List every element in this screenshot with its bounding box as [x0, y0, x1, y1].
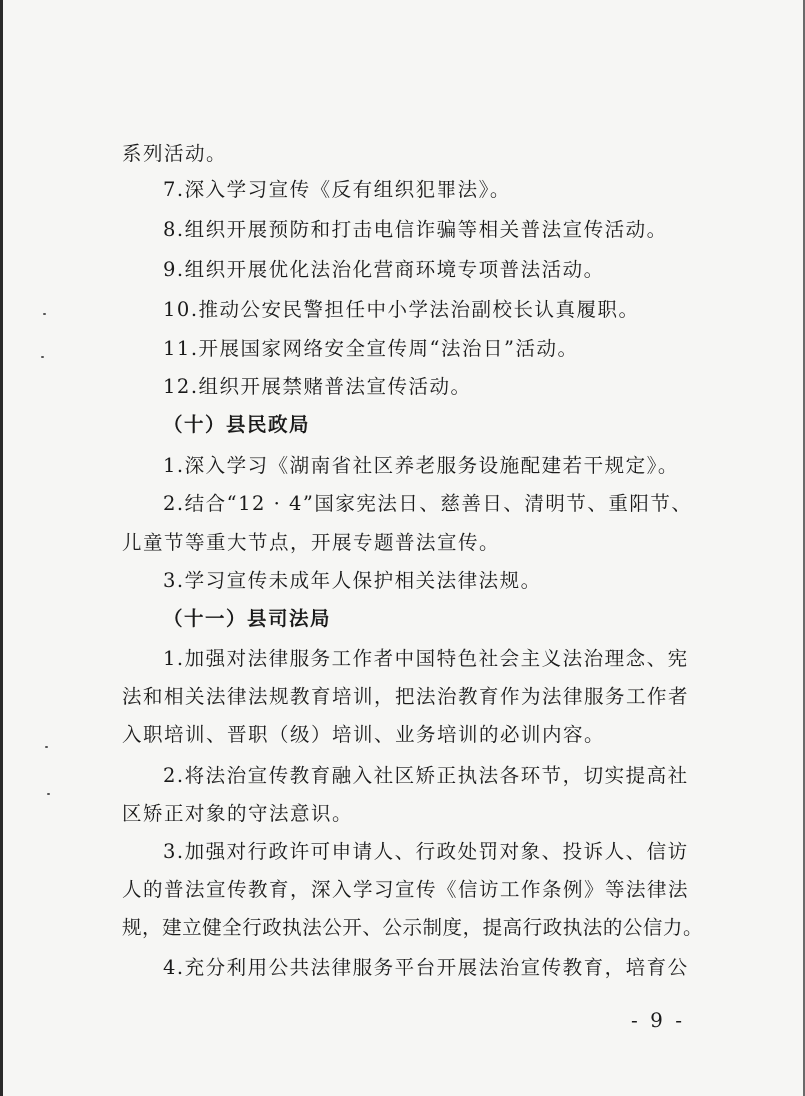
section-heading: （十一）县司法局 — [163, 607, 332, 630]
body-line: 8.组织开展预防和打击电信诈骗等相关普法宣传活动。 — [163, 218, 668, 241]
scan-speck — [45, 746, 48, 748]
scan-speck — [41, 356, 44, 358]
body-line: 11.开展国家网络安全宣传周“法治日”活动。 — [163, 337, 579, 360]
body-line: 7.深入学习宣传《反有组织犯罪法》。 — [163, 178, 511, 201]
section-heading: （十）县民政局 — [163, 413, 311, 436]
body-line: 2.结合“12 · 4”国家宪法日、慈善日、清明节、重阳节、 — [163, 492, 693, 515]
body-line: 规，建立健全行政执法公开、公示制度，提高行政执法的公信力。 — [122, 916, 704, 939]
body-line: 人的普法宣传教育，深入学习宣传《信访工作条例》等法律法 — [122, 878, 690, 901]
body-line: 儿童节等重大节点，开展专题普法宣传。 — [122, 531, 501, 554]
body-line: 1.深入学习《湖南省社区养老服务设施配建若干规定》。 — [163, 454, 679, 477]
body-line: 法和相关法律法规教育培训，把法治教育作为法律服务工作者 — [122, 685, 690, 708]
page-number: - 9 - — [631, 1008, 685, 1032]
body-line: 12.组织开展禁赌普法宣传活动。 — [163, 375, 472, 398]
body-line: 2.将法治宣传教育融入社区矫正执法各环节，切实提高社 — [163, 764, 689, 787]
scan-speck — [43, 313, 46, 315]
scan-speck — [47, 793, 50, 795]
body-line: 区矫正对象的守法意识。 — [122, 802, 354, 825]
body-line: 9.组织开展优化法治化营商环境专项普法活动。 — [163, 258, 605, 281]
body-line: 1.加强对法律服务工作者中国特色社会主义法治理念、宪 — [163, 647, 689, 670]
body-line: 系列活动。 — [122, 142, 228, 165]
body-line: 3.加强对行政许可申请人、行政处罚对象、投诉人、信访 — [163, 840, 689, 863]
body-line: 入职培训、晋职（级）培训、业务培训的必训内容。 — [122, 723, 606, 746]
body-line: 3.学习宣传未成年人保护相关法律法规。 — [163, 569, 542, 592]
body-line: 10.推动公安民警担任中小学法治副校长认真履职。 — [163, 298, 640, 321]
body-line: 4.充分利用公共法律服务平台开展法治宣传教育，培育公 — [163, 956, 689, 979]
